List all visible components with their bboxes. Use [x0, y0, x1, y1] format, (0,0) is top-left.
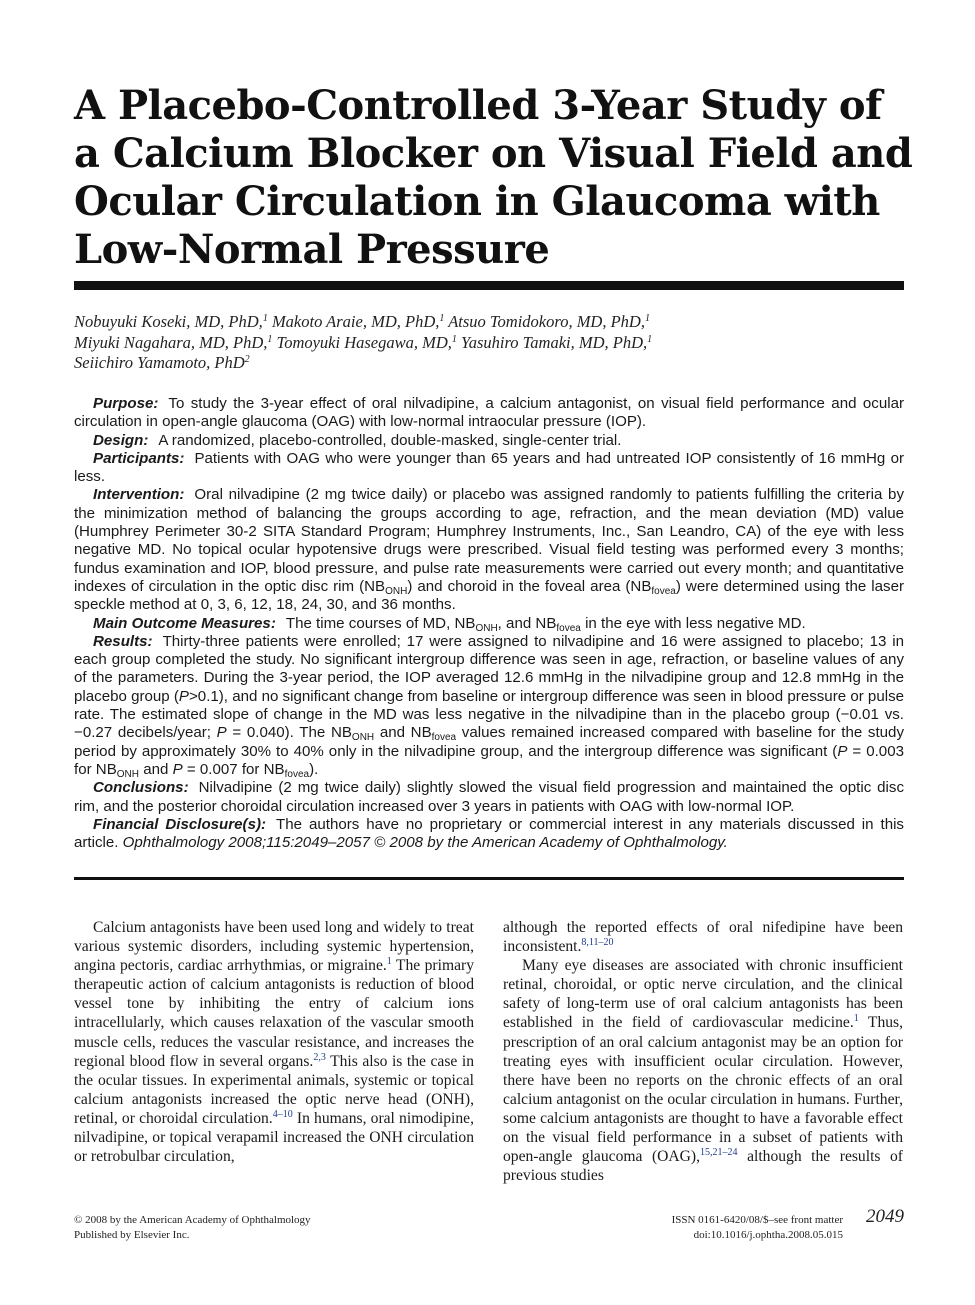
section-text: A randomized, placebo-controlled, double-masked, single-center trial.	[158, 431, 622, 449]
section-label: Purpose:	[93, 395, 159, 412]
section-text: ) were determined using the laser speckle method at 0, 3, 6, 12, 18, 24, 30, and 36 months.	[74, 577, 904, 614]
abstract-design	[74, 432, 904, 450]
section-label: Intervention:	[93, 486, 185, 504]
affiliation-mark: 1	[644, 313, 650, 324]
section-label: Participants:	[93, 449, 185, 467]
section-text: = 0.003 for NB	[74, 742, 904, 778]
section-text: ) and choroid in the foveal area (NB	[407, 577, 652, 595]
section-text: = 0.040). The NB	[226, 724, 352, 742]
subscript: fovea	[431, 732, 457, 744]
subscript: ONH	[385, 585, 408, 597]
section-text: in the eye with less negative MD.	[580, 614, 806, 632]
body-text: Calcium antagonists have been used long and widely to treat various systemic disorders, including systemic hypertension, angina pectoris, cardiac arrhythmias, or migraine.	[74, 919, 474, 975]
author: Atsuo Tomidokoro, MD, PhD,	[448, 312, 645, 331]
abstract-disclosure	[74, 816, 904, 853]
reference-link[interactable]: 1	[853, 1013, 859, 1025]
title-divider	[74, 281, 904, 290]
subscript: ONH	[116, 768, 140, 780]
section-text: The time courses of MD, NB	[285, 614, 476, 632]
reference-link[interactable]: 15,21–24	[700, 1147, 738, 1159]
author: Seiichiro Yamamoto, PhD	[74, 353, 245, 372]
section-text: >0.1), and no significant change from baseline or intergroup difference was seen in blood pressure or pulse rate. The estimated slope of change in the MD was less negative in the nilvadipine than in the placebo group (−0.01 vs. −0.27 decibels/year;	[74, 687, 905, 742]
author: Nobuyuki Koseki, MD, PhD,	[74, 312, 263, 331]
p-symbol: P	[837, 742, 848, 760]
abstract-divider	[74, 877, 904, 880]
author: Miyuki Nagahara, MD, PhD,	[74, 332, 268, 352]
abstract-purpose	[74, 395, 904, 432]
doi-link[interactable]: doi:10.1016/j.ophtha.2008.05.015	[693, 1229, 843, 1241]
reference-link[interactable]: 2,3	[313, 1051, 326, 1063]
section-text: ).	[309, 760, 319, 778]
affiliation-mark: 1	[647, 333, 653, 345]
body-text: Many eye diseases are associated with chronic insufficient retinal, choroidal, or optic nerve circulation, and the clinical safety of long-term use of oral calcium antagonists has been established in the field of cardiovascular medicine.	[503, 957, 903, 1032]
subscript: ONH	[351, 732, 375, 744]
abstract-intervention	[74, 486, 904, 614]
p-symbol: P	[172, 760, 183, 778]
body-paragraph	[74, 918, 474, 1166]
subscript: fovea	[651, 585, 676, 597]
body-column-left	[74, 918, 474, 1166]
body-column-right	[503, 918, 903, 1185]
journal-citation: Ophthalmology 2008;115:2049–2057 © 2008 by the American Academy of Ophthalmology.	[122, 834, 728, 852]
body-text: Thus, prescription of an oral calcium antagonist may be an option for treating eyes with insufficient ocular circulation. However, there have been no reports on the chronic effects of an oral calcium antagonist on the ocular circulation in humans. Further, some calcium antagonists are thought to have a favorable effect on the visual field performance in a subset of patients with open-angle glaucoma (OAG),	[503, 1014, 904, 1166]
reference-link[interactable]: 4–10	[272, 1108, 293, 1120]
section-text: = 0.007 for NB	[182, 760, 285, 778]
subscript: fovea	[556, 622, 581, 634]
author-list	[74, 312, 904, 374]
p-symbol: P	[216, 724, 227, 742]
subscript: fovea	[284, 768, 310, 780]
abstract-conclusions	[74, 779, 904, 816]
page-number: 2049	[866, 1206, 904, 1227]
section-text: and NB	[374, 724, 432, 742]
body-paragraph	[503, 956, 903, 1185]
subscript: ONH	[475, 622, 498, 634]
p-symbol: P	[178, 687, 189, 705]
publisher-notice: Published by Elsevier Inc.	[74, 1229, 190, 1241]
section-text: , and NB	[497, 614, 557, 632]
section-text: Nilvadipine (2 mg twice daily) slightly slowed the visual field progression and maintained the optic disc rim, and the posterior choroidal circulation increased over 3 years in patients with OAG with low-normal IOP.	[74, 779, 904, 815]
reference-link[interactable]: 1	[386, 956, 392, 968]
body-paragraph	[503, 918, 903, 956]
article-title: A Placebo-Controlled 3-Year Study of a Calcium Blocker on Visual Field and Ocular Circulation in Glaucoma with Low-Normal Pressure	[74, 82, 913, 273]
body-text: although the results of previous studies	[503, 1148, 903, 1185]
abstract-outcome-measures	[74, 615, 904, 633]
section-label: Financial Disclosure(s):	[93, 815, 267, 833]
affiliation-mark: 2	[244, 354, 250, 365]
section-text: To study the 3-year effect of oral nilvadipine, a calcium antagonist, on visual field performance and ocular circulation in open-angle glaucoma (OAG) with low-normal intraocular pressure (IOP).	[74, 395, 904, 431]
affiliation-mark: 1	[439, 313, 445, 324]
body-text: The primary therapeutic action of calcium antagonists is reduction of blood vessel tone by inhibiting the entry of calcium ions intracellularly, which causes relaxation of the vascular smooth muscle cells, reduces the vascular resistance, and increases the regional blood flow in several organs.	[74, 957, 474, 1070]
body-text: although the reported effects of oral nifedipine have been inconsistent.	[503, 919, 903, 956]
section-text: and	[139, 760, 173, 778]
body-text: This also is the case in the ocular tissues. In experimental animals, systemic or topical calcium antagonists increased the optic nerve head (ONH), retinal, or choroidal circulation.	[74, 1052, 474, 1127]
affiliation-mark: 1	[267, 333, 273, 345]
affiliation-mark: 1	[451, 333, 457, 345]
body-text: In humans, oral nimodipine, nilvadipine, or topical verapamil increased the ONH circulation or retrobulbar circulation,	[74, 1109, 474, 1166]
footer-left	[74, 1213, 311, 1243]
section-text: values remained increased compared with baseline for the study period by approximately 30% to 40% only in the nilvadipine group, and the intergroup difference was significant (	[74, 724, 904, 760]
author: Makoto Araie, MD, PhD,	[271, 312, 440, 331]
section-label: Design:	[93, 431, 149, 449]
abstract	[74, 395, 904, 852]
reference-link[interactable]: 8,11–20	[581, 937, 614, 949]
author: Tomoyuki Hasegawa, MD,	[276, 332, 452, 352]
section-text: Patients with OAG who were younger than 65 years and had untreated IOP consistently of 16 mmHg or less.	[74, 449, 904, 486]
section-text: Thirty-three patients were enrolled; 17 were assigned to nilvadipine and 16 were assigned to placebo; 13 in each group completed the study. No significant intergroup difference was seen in age, refraction, or baseline values of any of the parameters. During the 3-year period, the IOP averaged 12.6 mmHg in the nilvadipine group and 12.8 mmHg in the placebo group (	[74, 632, 904, 705]
abstract-results	[74, 633, 904, 779]
affiliation-mark: 1	[262, 313, 268, 324]
section-label: Main Outcome Measures:	[93, 614, 276, 632]
issn-notice: ISSN 0161-6420/08/$–see front matter	[671, 1214, 843, 1226]
section-label: Conclusions:	[93, 779, 189, 797]
copyright-notice: © 2008 by the American Academy of Ophthalmology	[74, 1214, 311, 1226]
section-text: The authors have no proprietary or commercial interest in any materials discussed in this article.	[74, 815, 904, 852]
abstract-participants	[74, 450, 904, 487]
author: Yasuhiro Tamaki, MD, PhD,	[461, 332, 648, 352]
footer-right	[630, 1213, 843, 1243]
section-text: Oral nilvadipine (2 mg twice daily) or placebo was assigned randomly to patients fulfilling the criteria by the minimization method of balancing the groups according to age, refraction, and the mean deviation (MD) value (Humphrey Perimeter 30-2 SITA Standard Program; Humphrey Instruments, Inc., San Leandro, CA) of the eye with less negative MD. No topical ocular hypotensive drugs were prescribed. Visual field testing was performed every 3 months; fundus examination and IOP, blood pressure, and pulse rate measurements were carried out every month; and quantitative indexes of circulation in the optic disc rim (NB	[74, 486, 904, 595]
section-label: Results:	[93, 632, 153, 650]
